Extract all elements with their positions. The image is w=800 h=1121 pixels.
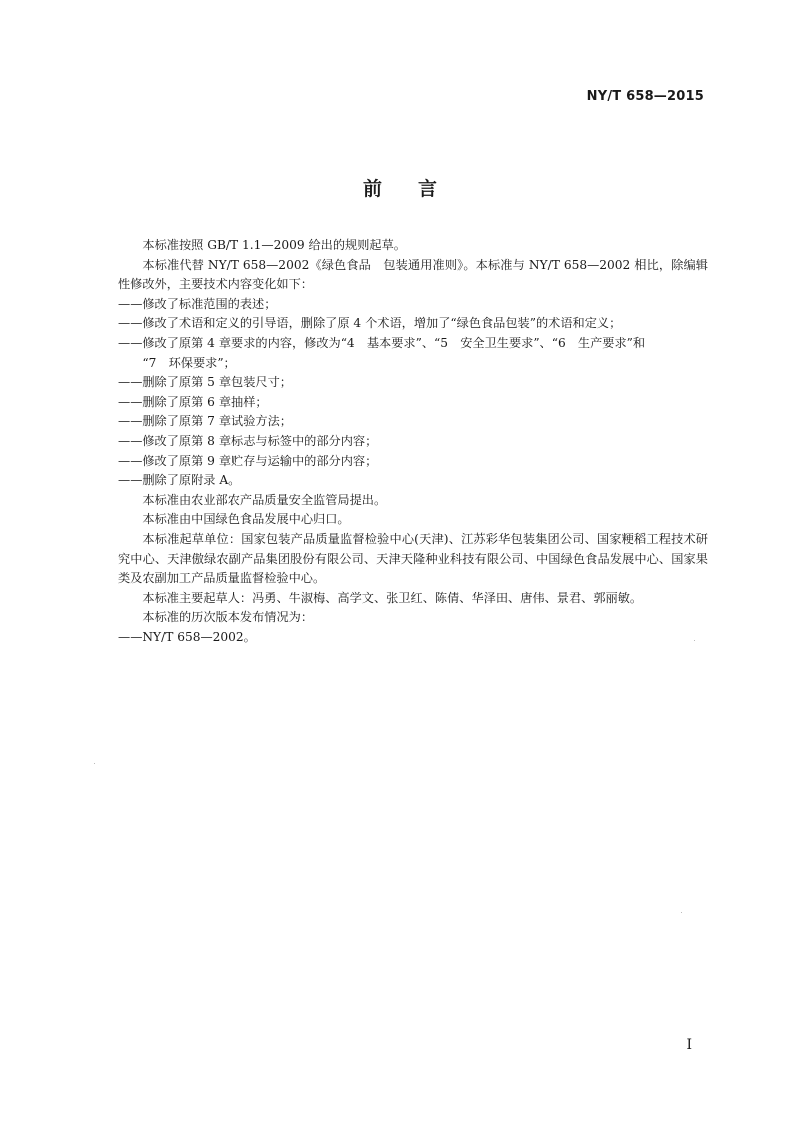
page-number: I: [686, 1037, 692, 1053]
change-item: ——修改了原第 4 章要求的内容，修改为“4 基本要求”、“5 安全卫生要求”、“6 生产要求”和: [118, 335, 646, 350]
change-item: ——修改了原第 8 章标志与标签中的部分内容；: [118, 433, 378, 448]
change-item: ——删除了原第 6 章抽样；: [118, 394, 268, 409]
change-item-continuation: “7 环保要求”；: [142, 355, 236, 370]
paragraph-drafters: 本标准主要起草人：冯勇、牛淑梅、高学文、张卫红、陈倩、华泽田、唐伟、景君、郭丽敏。: [142, 590, 643, 605]
paragraph-history-intro: 本标准的历次版本发布情况为：: [142, 610, 314, 625]
history-item: ——NY/T 658—2002。: [118, 629, 256, 644]
change-item: ——删除了原附录 A。: [118, 473, 241, 488]
change-item: ——修改了术语和定义的引导语，删除了原 4 个术语，增加了“绿色食品包装”的术语和定义；: [118, 316, 622, 331]
paragraph-replacement: 本标准代替 NY/T 658—2002《绿色食品 包装通用准则》。本标准与 NY/T 658—2002 相比，除编辑性修改外，主要技术内容变化如下：: [118, 257, 708, 292]
standard-number: NY/T 658—2015: [586, 89, 704, 104]
scan-speck: [681, 912, 682, 913]
change-item: ——删除了原第 5 章包装尺寸；: [118, 375, 292, 390]
paragraph-centralized: 本标准由中国绿色食品发展中心归口。: [142, 512, 350, 527]
paragraph-drafting-units: 本标准起草单位：国家包装产品质量监督检验中心(天津)、江苏彩华包装集团公司、国家粳稻工程技术研究中心、天津傲绿农副产品集团股份有限公司、天津天隆种业科技有限公司、中国绿色食品发展中心、国家果类及农副加工产品质量监督检验中心。: [118, 531, 708, 586]
change-item: ——删除了原第 7 章试验方法；: [118, 414, 292, 429]
page-title: 前言: [362, 178, 473, 200]
change-item: ——修改了标准范围的表述；: [118, 296, 277, 311]
foreword-body: [118, 236, 708, 647]
paragraph-drafting-rule: 本标准按照 GB/T 1.1—2009 给出的规则起草。: [142, 238, 406, 252]
change-item: ——修改了原第 9 章贮存与运输中的部分内容；: [118, 453, 378, 468]
scan-speck: [694, 640, 695, 641]
scan-speck: [94, 763, 95, 764]
paragraph-proposer: 本标准由农业部农产品质量安全监管局提出。: [142, 492, 387, 507]
